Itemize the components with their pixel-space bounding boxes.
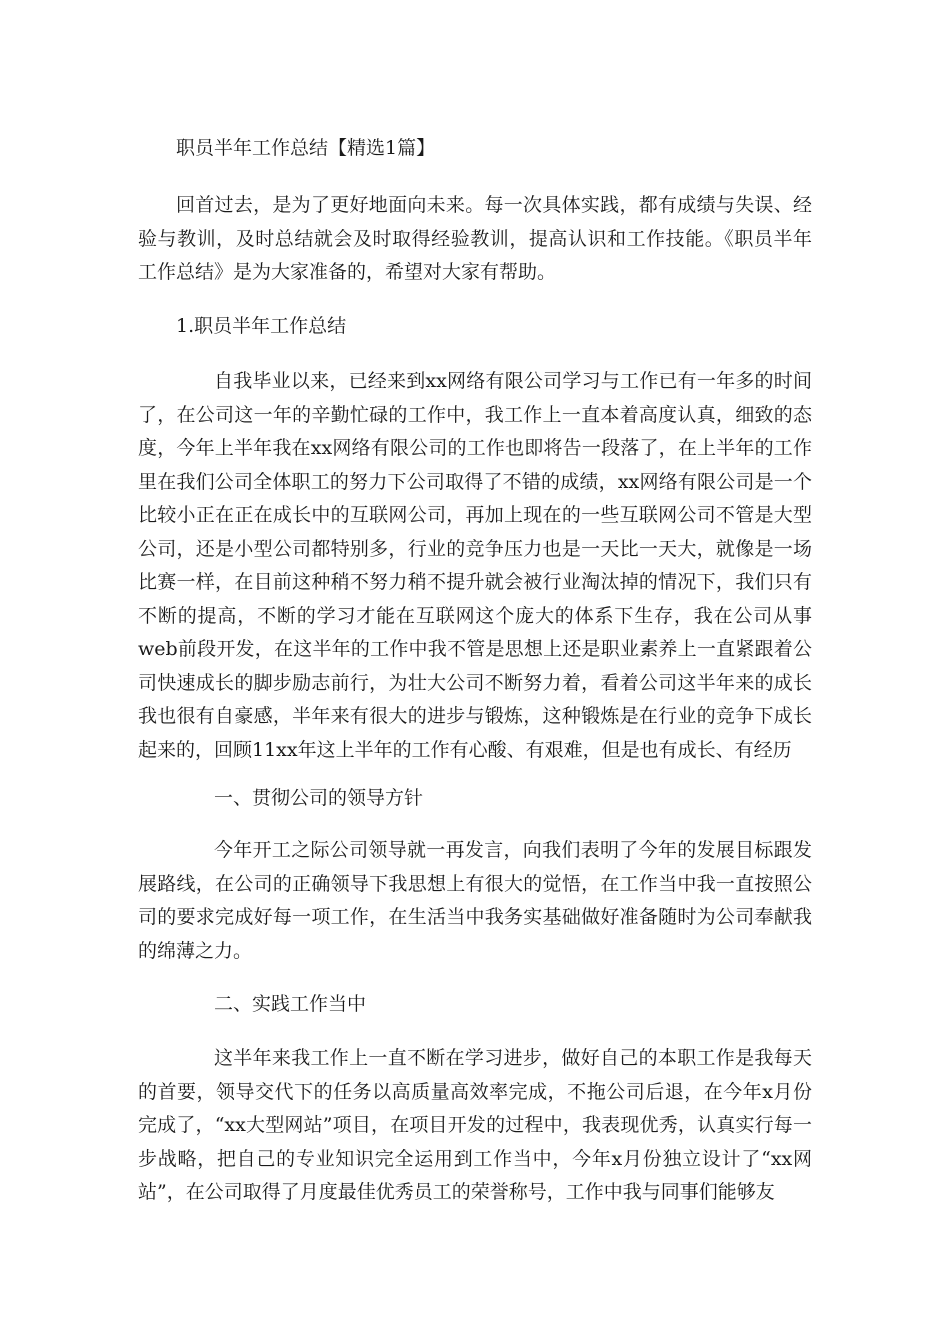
body-paragraph-1: 自我毕业以来，已经来到xx网络有限公司学习与工作已有一年多的时间了，在公司这一年的辛勤忙碌的工作中，我工作上一直本着高度认真，细致的态度，今年上半年我在xx网络有限公司的工作也即将告一段落了，在上半年的工作里在我们公司全体职工的努力下公司取得了不错的成绩，xx网络有限公司是一个比较小正在正在成长中的互联网公司，再加上现在的一些互联网公司不管是大型公司，还是小型公司都特别多，行业的竞争压力也是一天比一天大，就像是一场比赛一样，在目前这种稍不努力稍不提升就会被行业淘汰掉的情况下，我们只有不断的提高，不断的学习才能在互联网这个庞大的体系下生存，我在公司从事web前段开发，在这半年的工作中我不管是思想上还是职业素养上一直紧跟着公司快速成长的脚步励志前行，为壮大公司不断努力着，看着公司这半年来的成长我也很有自豪感，半年来有很大的进步与锻炼，这种锻炼是在行业的竞争下成长起来的，回顾11xx年这上半年的工作有心酸、有艰难，但是也有成长、有经历 xyxy=(138,370,812,761)
subheading-practice: 二、实践工作当中 xyxy=(214,993,367,1015)
subheading-leadership: 一、贯彻公司的领导方针 xyxy=(214,787,424,809)
document-title: 职员半年工作总结【精选1篇】 xyxy=(176,137,436,159)
section-title: 1.职员半年工作总结 xyxy=(176,315,347,337)
body-paragraph-3: 这半年来我工作上一直不断在学习进步，做好自己的本职工作是我每天的首要，领导交代下的任务以高质量高效率完成，不拖公司后退，在今年x月份完成了，“xx大型网站”项目，在项目开发的过程中，我表现优秀，认真实行每一步战略，把自己的专业知识完全运用到工作当中，今年x月份独立设计了“xx网站”，在公司取得了月度最佳优秀员工的荣誉称号，工作中我与同事们能够友 xyxy=(138,1047,812,1203)
body-paragraph-2: 今年开工之际公司领导就一再发言，向我们表明了今年的发展目标跟发展路线，在公司的正确领导下我思想上有很大的觉悟，在工作当中我一直按照公司的要求完成好每一项工作，在生活当中我务实基础做好准备随时为公司奉献我的绵薄之力。 xyxy=(138,839,812,962)
intro-paragraph: 回首过去，是为了更好地面向未来。每一次具体实践，都有成绩与失误、经验与教训，及时总结就会及时取得经验教训，提高认识和工作技能。《职员半年工作总结》是为大家准备的，希望对大家有帮助。 xyxy=(138,194,812,283)
